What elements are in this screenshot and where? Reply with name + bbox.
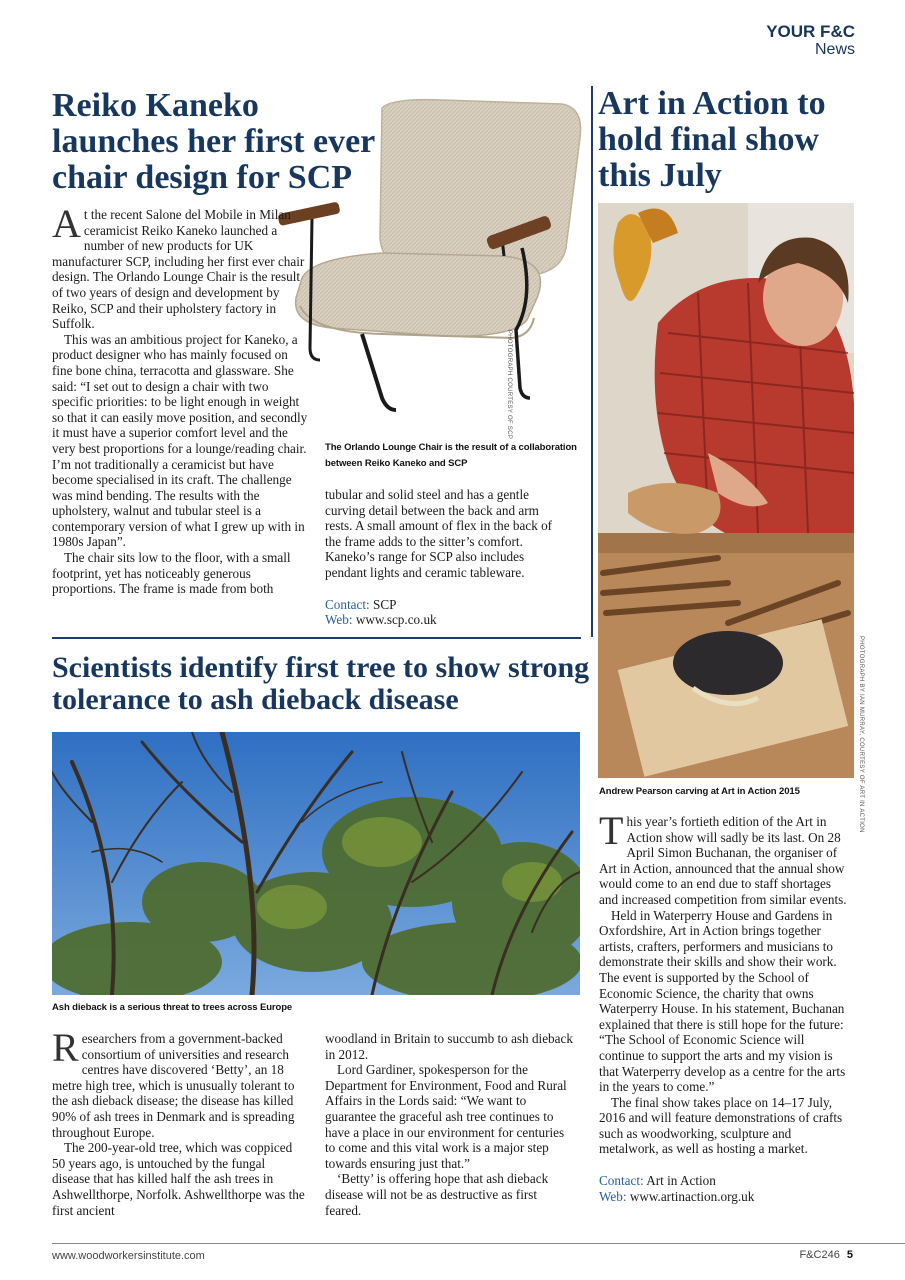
article3-paragraph-1: esearchers from a government-backed consortium of universities and research centres have discovered ‘Betty’, an 18 metre high tree, which is unusually tolerant to the ash dieback disease; the disease has killed 90% of ash trees in Denmark and is spreading throughout Europe.	[52, 1031, 295, 1140]
article2-paragraph-3: The final show takes place on 14–17 July, 2016 and will feature demonstrations of crafts such as woodworking, sculpture and metalwork, as well as hosting a market.	[599, 1094, 843, 1157]
article2-web	[599, 1189, 853, 1205]
article3-paragraph-3: woodland in Britain to succumb to ash dieback in 2012.	[325, 1031, 573, 1062]
article3-headline: Scientists identify first tree to show strong tolerance to ash dieback disease	[52, 651, 590, 716]
article1-column1	[52, 201, 310, 597]
article1-drop-cap: A	[52, 201, 81, 246]
article2-contact	[599, 1173, 853, 1189]
chair-photo-credit: PHOTOGRAPH COURTESY OF SCP	[506, 330, 512, 440]
woodcarver-photo	[598, 203, 854, 778]
article3-paragraph-4: Lord Gardiner, spokesperson for the Department for Environment, Food and Rural Affairs in the Lords said: “We want to guarantee the graceful ash tree continues to have a place in our environment for centuries to come and this vital work is a major step towards ensuring just that.”	[325, 1062, 567, 1171]
article1-paragraph-2: This was an ambitious project for Kaneko, a product designer who has mainly focused on fine bone china, terracotta and glassware. She said: “I set out to design a chair with two specific priorities: to be light enough in weight so that it can easily move position, and secondly it must have a superior comfort level and the very best proportions for a lounge/reading chair. I’m not traditionally a ceramicist but have become specialised in its craft. The challenge was mind bending. The results with the upholstery, walnut and tubular steel is a contemporary version of what I grew up with in 1980s Japan”.	[52, 331, 308, 550]
web-label: Web:	[599, 1188, 627, 1204]
issue-number: F&C246	[799, 1249, 840, 1261]
contact-label: Contact:	[599, 1173, 644, 1189]
subsection-label: News	[814, 41, 855, 58]
section-label: YOUR F&C	[766, 22, 855, 41]
article1-web	[325, 612, 565, 628]
ash-tree-caption: Ash dieback is a serious threat to trees across Europe	[52, 1002, 293, 1013]
article2-body	[599, 808, 853, 1204]
footer-rule	[52, 1243, 905, 1244]
footer-url[interactable]: www.woodworkersinstitute.com	[52, 1250, 205, 1262]
contact-value: SCP	[372, 596, 397, 612]
ash-tree-photo	[52, 732, 580, 995]
article1-paragraph-4: tubular and solid steel and has a gentle curving detail between the back and arm rests. A small amount of flex in the back of the frame adds to the sitter’s comfort. Kaneko’s range for SCP also includes pendant lights and ceramic tableware.	[325, 487, 553, 580]
page-number: 5	[846, 1249, 853, 1261]
contact-label: Contact:	[325, 596, 370, 612]
article2-paragraph-1: his year’s fortieth edition of the Art in Action show will sadly be its last. On 28 April Simon Buchanan, the organiser of Art in Action, announced that the annual show would come to an end due to staff shortages and increased competition from similar events.	[599, 814, 847, 907]
web-label: Web:	[325, 612, 353, 628]
article1-column2	[325, 487, 565, 628]
woodcarver-photo-credit: PHOTOGRAPH BY IAN MURRAY, COURTESY OF ART IN ACTION	[858, 636, 864, 833]
column-divider	[591, 86, 593, 637]
article3-column1	[52, 1025, 306, 1218]
woodcarver-caption: Andrew Pearson carving at Art in Action 2015	[599, 786, 800, 797]
chair-photo	[272, 98, 590, 428]
article3-column2	[325, 1031, 575, 1218]
section-divider	[52, 637, 581, 639]
article1-contact	[325, 597, 565, 613]
article1-paragraph-3: The chair sits low to the floor, with a small footprint, yet has noticeably generous proportions. The frame is made from both	[52, 550, 291, 597]
chair-caption: The Orlando Lounge Chair is the result of a collaboration between Reiko Kaneko and SCP	[325, 442, 577, 469]
article1-paragraph-1: t the recent Salone del Mobile in Milan ceramicist Reiko Kaneko launched a number of new products for UK manufacturer SCP, including her first ever chair design. The Orlando Lounge Chair is the result of two years of design and development by Reiko, SCP and their upholstery factory in Suffolk.	[52, 207, 305, 332]
article3-paragraph-2: The 200-year-old tree, which was coppiced 50 years ago, is untouched by the fungal disease that has killed half the ash trees in Ashwellthorpe, Norfolk. Ashwellthorpe was the first ancient	[52, 1140, 305, 1218]
contact-value: Art in Action	[646, 1173, 716, 1189]
article2-headline: Art in Action to hold final show this July	[598, 85, 826, 195]
article3-drop-cap: R	[52, 1025, 79, 1070]
article3-paragraph-5: ‘Betty’ is offering hope that ash dieback disease will not be as destructive as first feared.	[325, 1171, 549, 1218]
article2-paragraph-2: Held in Waterperry House and Gardens in Oxfordshire, Art in Action brings together artists, crafters, performers and musicians to demonstrate their skills and show their work. The event is supported by the School of Economic Science, the charity that owns Waterperry House. In his statement, Buchanan explained that there is still hope for the future: “The School of Economic Science will continue to support the arts and my vision is that Waterperry develop as a centre for the arts in the years to come.”	[599, 907, 846, 1095]
web-link[interactable]: www.artinaction.org.uk	[629, 1188, 755, 1204]
article2-drop-cap: T	[599, 808, 624, 853]
section-header	[766, 23, 855, 58]
article1-headline: Reiko Kaneko launches her first ever chair design for SCP	[52, 87, 375, 197]
footer-page-info	[799, 1249, 853, 1261]
web-link[interactable]: www.scp.co.uk	[355, 612, 437, 628]
